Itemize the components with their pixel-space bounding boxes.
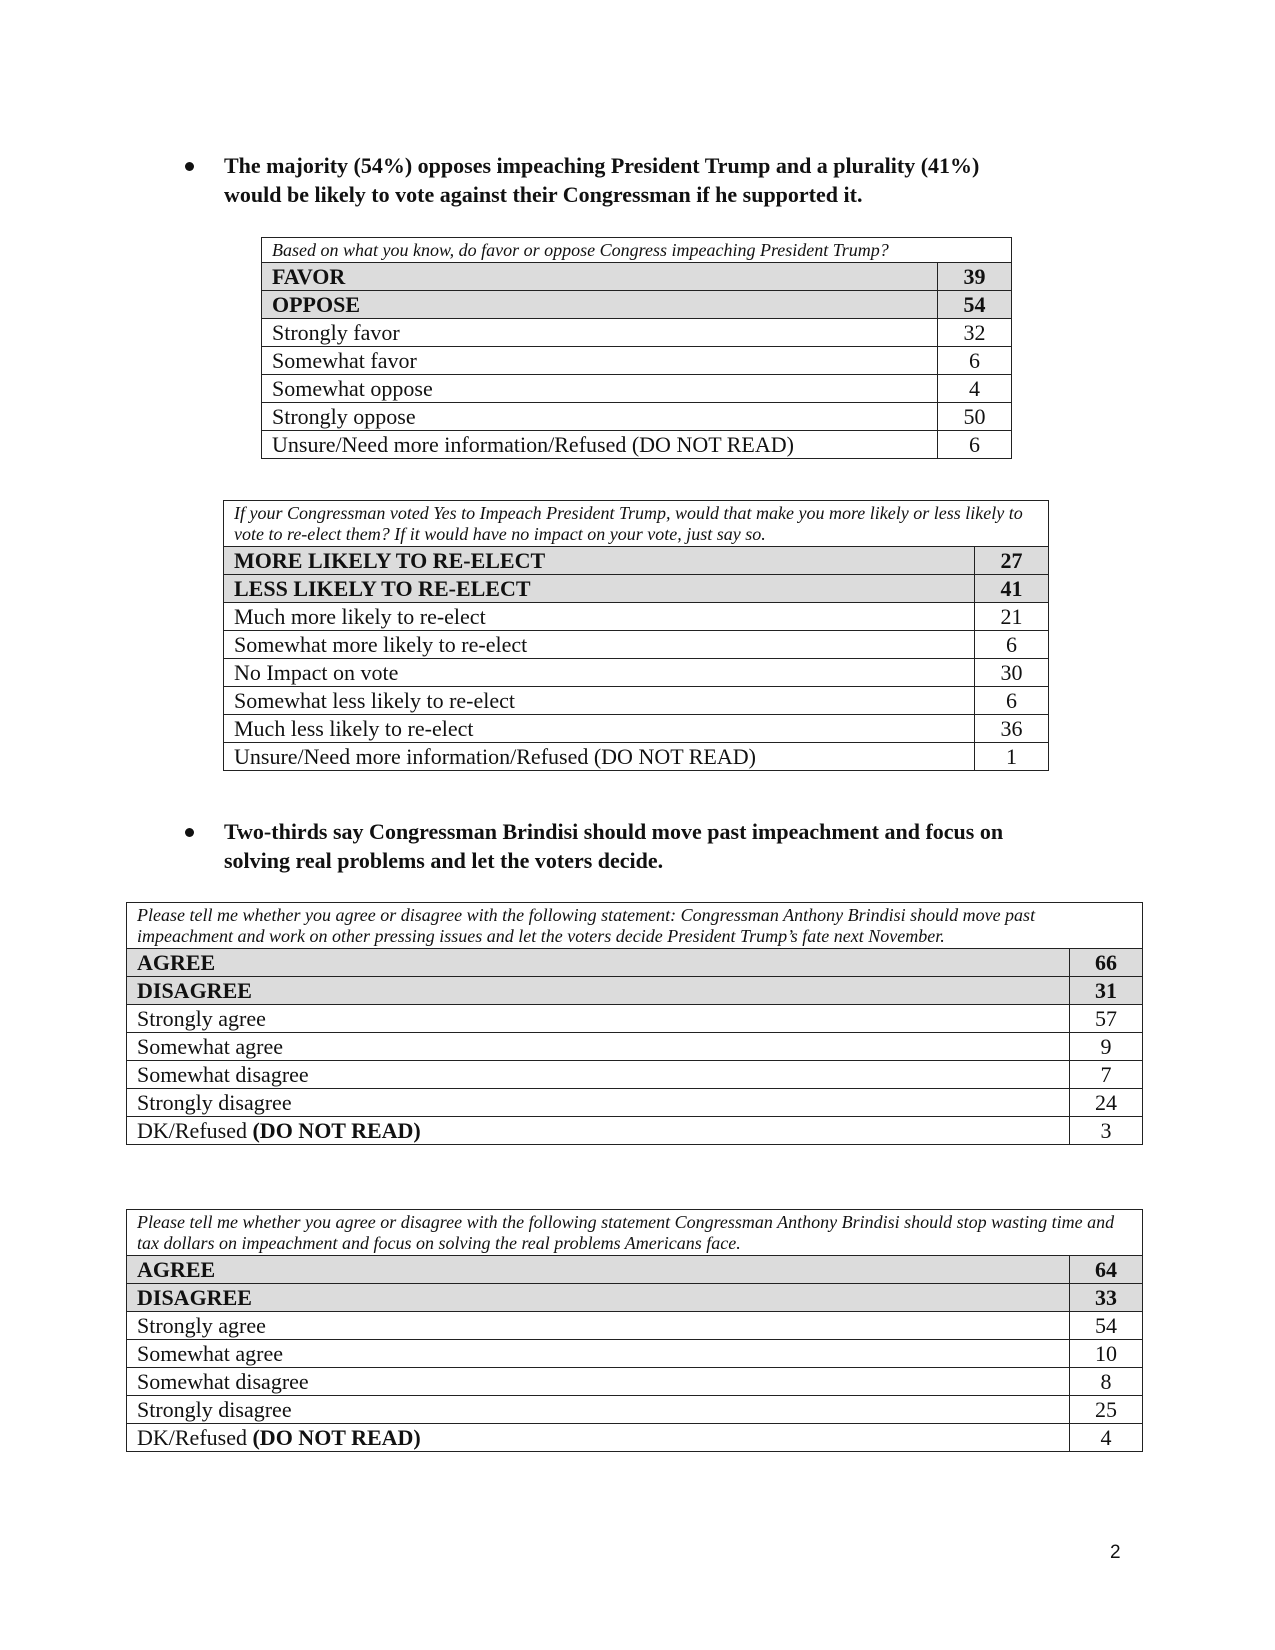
table-row xyxy=(262,347,1012,375)
row-value: 31 xyxy=(1070,977,1143,1005)
row-value: 7 xyxy=(1070,1061,1143,1089)
row-label: MORE LIKELY TO RE-ELECT xyxy=(224,547,975,575)
row-value: 27 xyxy=(975,547,1049,575)
table-row xyxy=(127,977,1143,1005)
table-row xyxy=(224,575,1049,603)
bullet-line: solving real problems and let the voters decide. xyxy=(224,848,664,873)
row-value: 64 xyxy=(1070,1256,1143,1284)
poll-table-move-past xyxy=(126,902,1143,1145)
table-row xyxy=(127,1424,1143,1452)
table-row xyxy=(224,603,1049,631)
row-label: No Impact on vote xyxy=(224,659,975,687)
row-value: 36 xyxy=(975,715,1049,743)
row-value: 6 xyxy=(938,431,1012,459)
row-value: 6 xyxy=(938,347,1012,375)
table-row xyxy=(224,715,1049,743)
row-label: DISAGREE xyxy=(127,977,1070,1005)
table-row xyxy=(262,319,1012,347)
bullet-line: Two-thirds say Congressman Brindisi should move past impeachment and focus on xyxy=(224,819,1004,844)
row-value: 39 xyxy=(938,263,1012,291)
table-row xyxy=(224,687,1049,715)
row-value: 30 xyxy=(975,659,1049,687)
table-row xyxy=(262,375,1012,403)
row-label: Somewhat agree xyxy=(127,1340,1070,1368)
poll-table-impeach xyxy=(261,237,1012,459)
question-text: Please tell me whether you agree or disagree with the following statement Congressman Anthony Brindisi should stop wasting time and tax dollars on impeachment and focus on solving the real problems Americans face. xyxy=(127,1210,1143,1256)
table-row xyxy=(127,949,1143,977)
row-label: Somewhat oppose xyxy=(262,375,938,403)
table-row xyxy=(127,1340,1143,1368)
row-label: Somewhat less likely to re-elect xyxy=(224,687,975,715)
table-row xyxy=(127,1284,1143,1312)
bullet-line: The majority (54%) opposes impeaching President Trump and a plurality (41%) xyxy=(224,153,980,178)
row-value: 9 xyxy=(1070,1033,1143,1061)
table-row xyxy=(127,1089,1143,1117)
row-label xyxy=(127,1424,1070,1452)
row-value: 1 xyxy=(975,743,1049,771)
table-row xyxy=(262,431,1012,459)
row-label: Much less likely to re-elect xyxy=(224,715,975,743)
row-value: 6 xyxy=(975,687,1049,715)
row-label: FAVOR xyxy=(262,263,938,291)
row-label: Somewhat more likely to re-elect xyxy=(224,631,975,659)
bullet-dot-icon xyxy=(185,828,194,837)
row-label: Strongly oppose xyxy=(262,403,938,431)
question-text: If your Congressman voted Yes to Impeach President Trump, would that make you more likely or less likely to vote to re-elect them? If it would have no impact on your vote, just say so. xyxy=(224,501,1049,547)
row-label: Strongly agree xyxy=(127,1312,1070,1340)
table-row xyxy=(127,1005,1143,1033)
question-text: Please tell me whether you agree or disagree with the following statement: Congressman Anthony Brindisi should move past impeachment and work on other pressing issues and let the voters decide President Trump’s fate next November. xyxy=(127,903,1143,949)
row-value: 33 xyxy=(1070,1284,1143,1312)
row-label xyxy=(127,1117,1070,1145)
row-label: Strongly disagree xyxy=(127,1396,1070,1424)
question-text: Based on what you know, do favor or oppose Congress impeaching President Trump? xyxy=(262,238,1012,263)
row-value: 57 xyxy=(1070,1005,1143,1033)
poll-table-reelect xyxy=(223,500,1049,771)
poll-table-stop-wasting xyxy=(126,1209,1143,1452)
row-value: 8 xyxy=(1070,1368,1143,1396)
row-value: 54 xyxy=(1070,1312,1143,1340)
row-value: 21 xyxy=(975,603,1049,631)
table-row xyxy=(224,631,1049,659)
row-label: AGREE xyxy=(127,949,1070,977)
table-row xyxy=(262,403,1012,431)
row-value: 25 xyxy=(1070,1396,1143,1424)
row-label: Somewhat disagree xyxy=(127,1368,1070,1396)
row-value: 24 xyxy=(1070,1089,1143,1117)
page-number: 2 xyxy=(1110,1542,1121,1563)
row-label: Somewhat disagree xyxy=(127,1061,1070,1089)
row-label-note: (DO NOT READ) xyxy=(252,1118,421,1143)
row-label: Unsure/Need more information/Refused (DO NOT READ) xyxy=(224,743,975,771)
table-row xyxy=(262,263,1012,291)
row-label: Somewhat favor xyxy=(262,347,938,375)
bullet-point xyxy=(185,151,979,209)
table-row xyxy=(224,743,1049,771)
table-row xyxy=(224,547,1049,575)
row-label: LESS LIKELY TO RE-ELECT xyxy=(224,575,975,603)
row-label-text: DK/Refused xyxy=(137,1425,247,1450)
row-value: 41 xyxy=(975,575,1049,603)
row-label: AGREE xyxy=(127,1256,1070,1284)
bullet-dot-icon xyxy=(185,162,194,171)
row-label: Strongly disagree xyxy=(127,1089,1070,1117)
bullet-line: would be likely to vote against their Congressman if he supported it. xyxy=(224,182,863,207)
row-value: 10 xyxy=(1070,1340,1143,1368)
table-row xyxy=(127,1396,1143,1424)
table-row xyxy=(127,1061,1143,1089)
row-label-text: DK/Refused xyxy=(137,1118,247,1143)
row-label: Somewhat agree xyxy=(127,1033,1070,1061)
table-row xyxy=(127,1117,1143,1145)
row-label: Unsure/Need more information/Refused (DO NOT READ) xyxy=(262,431,938,459)
row-value: 66 xyxy=(1070,949,1143,977)
bullet-point xyxy=(185,817,1003,875)
row-value: 54 xyxy=(938,291,1012,319)
row-label: Strongly agree xyxy=(127,1005,1070,1033)
table-row xyxy=(127,1033,1143,1061)
row-label: DISAGREE xyxy=(127,1284,1070,1312)
table-row xyxy=(224,659,1049,687)
row-value: 4 xyxy=(1070,1424,1143,1452)
row-value: 32 xyxy=(938,319,1012,347)
row-value: 4 xyxy=(938,375,1012,403)
table-row xyxy=(127,1256,1143,1284)
table-row xyxy=(262,291,1012,319)
table-row xyxy=(127,1368,1143,1396)
row-label: Strongly favor xyxy=(262,319,938,347)
row-label: Much more likely to re-elect xyxy=(224,603,975,631)
row-label: OPPOSE xyxy=(262,291,938,319)
row-value: 6 xyxy=(975,631,1049,659)
row-label-note: (DO NOT READ) xyxy=(252,1425,421,1450)
row-value: 50 xyxy=(938,403,1012,431)
table-row xyxy=(127,1312,1143,1340)
row-value: 3 xyxy=(1070,1117,1143,1145)
